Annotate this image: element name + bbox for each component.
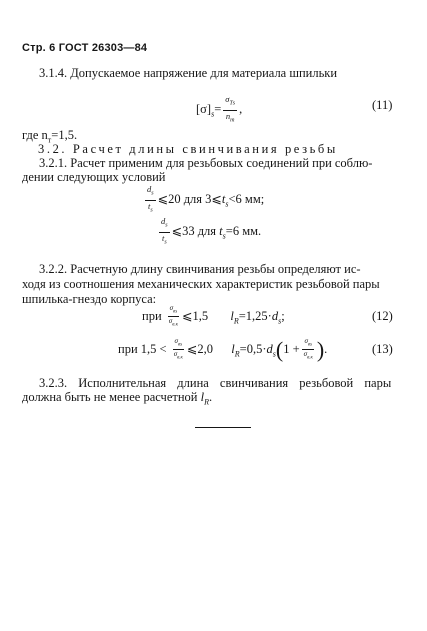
formula-11-den-symbol: n [225, 110, 231, 121]
formula-11-eq: = [214, 102, 222, 117]
where-text: где n [22, 128, 48, 142]
eq12-d: d [271, 308, 279, 323]
eq12-den-sub: в.к [172, 322, 178, 328]
eq12-result: =1,25· [238, 308, 272, 323]
formula-13 [118, 337, 327, 363]
eq12-den: σ [168, 317, 173, 326]
cond2-den: t [161, 232, 165, 243]
condition-2-fraction [159, 216, 170, 248]
condition-2-numerator [159, 216, 170, 233]
eq12-d-sub: s [278, 316, 282, 326]
eq13-d: d [266, 341, 273, 356]
formula-11-numerator [223, 94, 237, 111]
condition-1 [143, 184, 264, 216]
equation-number-11: (11) [372, 98, 393, 112]
eq13-den-sub: в.к [177, 355, 183, 361]
clause-3-2-3-l-sub: R [204, 397, 209, 407]
eq13-den: σ [173, 350, 178, 359]
clause-3-2-3-tail: . [208, 390, 213, 404]
formula-11-lhs: [σ] [196, 102, 212, 117]
eq13-one-plus: 1 + [283, 341, 300, 356]
eq13-tail: . [324, 341, 328, 356]
clause-3-2-2-line3: шпилька-гнездо корпуса: [22, 292, 157, 306]
clause-3-2-2-line2: ходя из соотношения механических характеристик резьбовой пары [22, 277, 380, 291]
eq12-num: σ [169, 304, 174, 312]
equation-number-12: (12) [372, 309, 393, 323]
cond2-num-sub: s [165, 222, 168, 229]
formula-11-tail: , [239, 102, 243, 117]
clause-3-1-4: 3.1.4. Допускаемое напряжение для материала шпильки [39, 66, 338, 80]
eq13-in-den-sub: в.к [307, 355, 313, 361]
eq13-l: l [231, 341, 235, 356]
formula-11-lhs-sub: s [211, 109, 215, 119]
cond1-den: t [147, 200, 151, 211]
condition-1-numerator [145, 184, 156, 201]
formula-11-num-symbol: σ [225, 94, 230, 104]
formula-12 [142, 304, 285, 330]
eq13-denominator [172, 350, 185, 362]
eq13-in-num-sub: вs [307, 342, 313, 348]
eq13-left-paren: ( [275, 336, 284, 362]
eq13-inner-fraction [302, 337, 315, 363]
formula-11-num-sub: Тs [229, 100, 236, 107]
eq13-right-paren: ) [316, 336, 325, 362]
cond2-tail: =6 мм. [225, 224, 262, 239]
eq12-numerator [168, 304, 180, 317]
eq13-num-sub: вs [177, 342, 183, 348]
eq13-in-num: σ [304, 337, 308, 345]
cond2-relation: ⩽33 для [171, 224, 217, 239]
clause-3-2-2-line1: 3.2.2. Расчетную длину свинчивания резьбы определяют ис- [39, 262, 361, 276]
eq12-fraction [167, 304, 180, 330]
cond1-tail: <6 мм; [228, 192, 265, 207]
eq13-d-sub: s [272, 349, 276, 359]
clause-3-2-3-l: l [200, 390, 205, 404]
cond2-num: d [161, 216, 166, 226]
end-rule-divider [195, 427, 251, 428]
clause-3-2-1-line1: 3.2.1. Расчет применим для резьбовых соединений при соблю- [39, 156, 373, 170]
page-header: Стр. 6 ГОСТ 26303—84 [22, 42, 148, 54]
eq13-inner-denominator [302, 350, 315, 362]
clause-3-2-3-line2 [22, 390, 212, 407]
condition-1-denominator [146, 201, 155, 217]
formula-11-fraction [223, 94, 237, 126]
cond1-den-sub: s [150, 207, 153, 214]
eq12-relation: ⩽1,5 [181, 308, 209, 323]
condition-2-denominator [160, 233, 169, 249]
eq12-num-sub: вs [173, 309, 178, 315]
eq12-pre: при [142, 308, 162, 323]
eq12-denominator [167, 317, 180, 329]
equation-number-13: (13) [372, 342, 393, 356]
cond1-t: t [221, 192, 226, 207]
eq13-num: σ [174, 337, 178, 345]
where-sub: т [47, 135, 52, 145]
eq13-inner-numerator [302, 337, 314, 350]
cond1-t-sub: s [225, 199, 229, 209]
condition-1-fraction [145, 184, 156, 216]
eq13-l-sub: R [234, 349, 240, 359]
cond1-num-sub: s [151, 190, 154, 197]
cond2-den-sub: s [164, 239, 167, 246]
eq13-relation: ⩽2,0 [186, 341, 214, 356]
cond1-relation: ⩽20 для 3⩽ [157, 192, 222, 207]
cond2-t-sub: s [222, 231, 226, 241]
formula-11 [196, 94, 242, 126]
clause-3-2-3-line1: 3.2.3. Исполнительная длина свинчивания резьбовой пары [39, 376, 392, 390]
eq13-pre: при 1,5 < [118, 341, 167, 356]
cond1-num: d [147, 184, 152, 194]
eq12-l: l [230, 308, 234, 323]
formula-11-den-sub: т [230, 117, 235, 124]
eq12-tail: ; [281, 308, 285, 323]
cond2-t: t [219, 224, 223, 239]
formula-11-denominator [224, 111, 237, 127]
eq13-result: =0,5· [239, 341, 267, 356]
eq13-numerator [173, 337, 185, 350]
clause-3-2-1-line2: дении следующих условий [22, 170, 166, 184]
eq13-fraction [172, 337, 185, 363]
eq12-l-sub: R [233, 316, 239, 326]
clause-3-2-3-text: должна быть не менее расчетной [22, 390, 198, 404]
section-3-2-title: 3.2. Расчет длины свинчивания резьбы [38, 142, 338, 156]
eq13-in-den: σ [303, 350, 308, 359]
where-value: =1,5. [51, 128, 78, 142]
condition-2 [157, 216, 261, 248]
